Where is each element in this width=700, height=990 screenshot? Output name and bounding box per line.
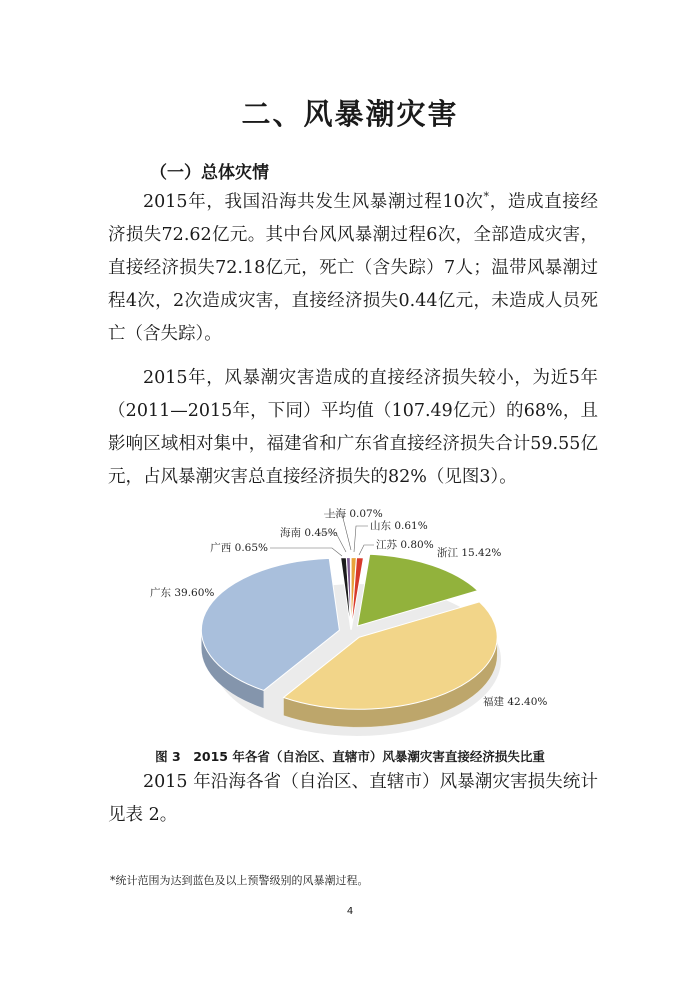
pie-slice-7 bbox=[350, 558, 351, 630]
pie-label-7: 上海 0.07% bbox=[325, 508, 383, 520]
pie-label-1: 江苏 0.80% bbox=[376, 539, 434, 551]
section-heading: 二、风暴潮灾害 bbox=[241, 97, 459, 131]
pie-label-4: 广东 39.60% bbox=[150, 587, 215, 599]
pie-label-2: 浙江 15.42% bbox=[437, 547, 502, 559]
pie-leader-line-0 bbox=[354, 526, 368, 552]
paragraph-overview-part1: 2015年，我国沿海共发生风暴潮过程10次 bbox=[143, 192, 484, 212]
paragraph-overview-part2: ，造成直接经济损失72.62亿元。其中台风风暴潮过程6次，全部造成灾害，直接经济损失72.18亿元，死亡（含失踪）7人；温带风暴潮过程4次，2次造成灾害，直接经济损失0.44亿元，未造成人员死亡（含失踪）。 bbox=[108, 192, 598, 344]
pie-label-6: 海南 0.45% bbox=[280, 527, 338, 539]
figure-caption: 图 3 2015 年各省（自治区、直辖市）风暴潮灾害直接经济损失比重 bbox=[155, 749, 545, 764]
page-number: 4 bbox=[346, 906, 354, 917]
paragraph-overview bbox=[108, 186, 598, 351]
pie-leader-line-1 bbox=[359, 545, 374, 555]
subsection-heading: （一）总体灾情 bbox=[150, 163, 269, 183]
paragraph-table-reference: 2015 年沿海各省（自治区、直辖市）风暴潮灾害损失统计见表 2。 bbox=[108, 772, 598, 825]
pie-leader-line-4 bbox=[270, 548, 342, 556]
paragraph-loss-comparison: 2015年，风暴潮灾害造成的直接经济损失较小，为近5年（2011—2015年，下同）平均值（107.49亿元）的68%，且影响区域相对集中，福建省和广东省直接经济损失合计59.55亿元，占风暴潮灾害总直接经济损失的82%（见图3）。 bbox=[108, 368, 598, 487]
pie-label-0: 山东 0.61% bbox=[370, 520, 428, 532]
pie-label-3: 福建 42.40% bbox=[483, 696, 548, 708]
loss-share-pie-chart bbox=[120, 500, 600, 740]
footnote: *统计范围为达到蓝色及以上预警级别的风暴潮过程。 bbox=[110, 874, 369, 887]
footnote-marker: * bbox=[483, 190, 490, 204]
pie-label-5: 广西 0.65% bbox=[210, 542, 268, 554]
